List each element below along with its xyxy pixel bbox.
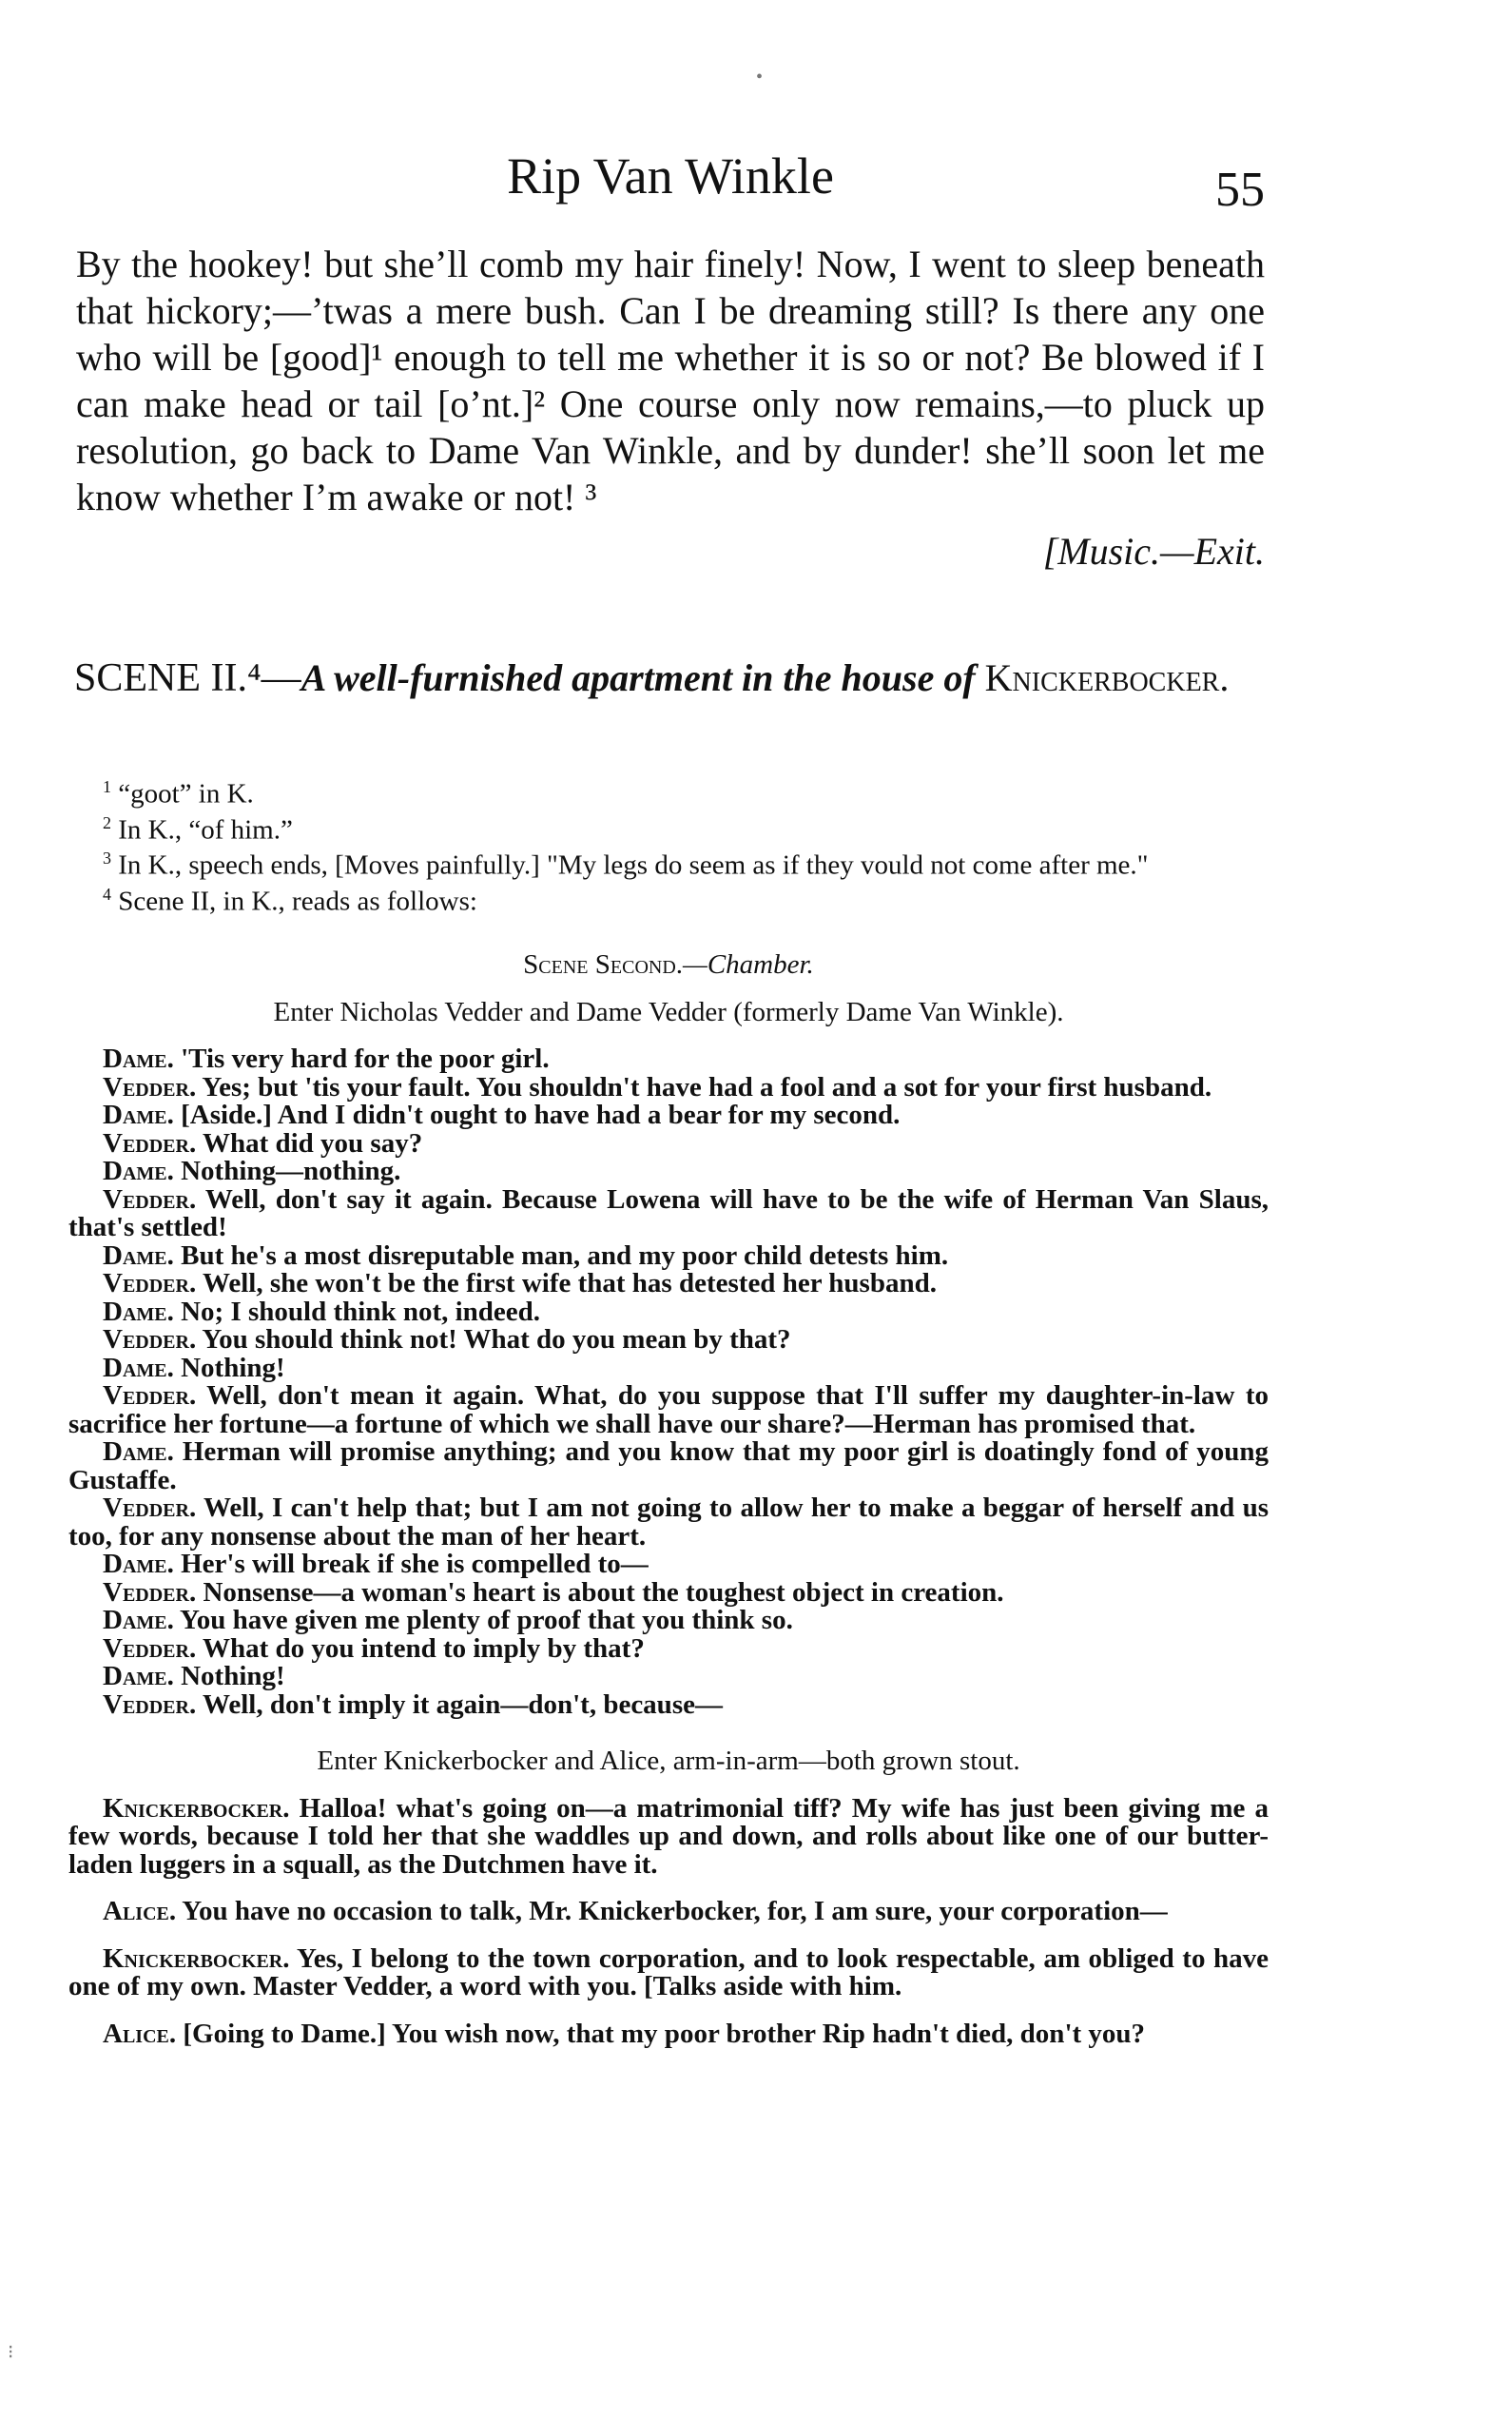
dialogue-line: [68, 1942, 1269, 2001]
speaker-name: Vedder.: [103, 1632, 197, 1664]
dialogue-text: Well, don't mean it again. What, do you suppose that I'll suffer my daughter-in-law to sacrifice her fortune—a fortune of which we shall have our share?—Herman has promised that.: [68, 1380, 1269, 1439]
variant-heading-location: —Chamber.: [683, 949, 814, 980]
speaker-name: Dame.: [103, 1296, 174, 1327]
dialogue-text: Yes; but 'tis your fault. You shouldn't have had a fool and a sot for your first husband.: [202, 1071, 1212, 1103]
page-header: [76, 143, 1265, 219]
stage-direction-exit: [Music.—Exit.: [1042, 530, 1265, 573]
entrance-direction-2: Enter Knickerbocker and Alice, arm-in-arm—both grown stout.: [317, 1746, 1020, 1776]
variant-heading-label: Scene Second.: [523, 949, 684, 980]
scene-heading: [74, 656, 1268, 700]
dialogue-line: [68, 2020, 1269, 2049]
footnote-text: Scene II, in K., reads as follows:: [118, 886, 477, 917]
dialogue-line: [68, 1239, 1269, 1271]
dialogue-text: You have no occasion to talk, Mr. Knickerbocker, for, I am sure, your corporation—: [182, 1896, 1168, 1926]
footnote-mark: 1: [103, 777, 111, 796]
dialogue-line: [68, 1102, 1269, 1130]
speaker-name: Vedder.: [103, 1688, 197, 1720]
dialogue-text: What do you intend to imply by that?: [202, 1632, 645, 1664]
dialogue-text: Well, don't say it again. Because Lowena will have to be the wife of Herman Van Slaus, that's settled!: [68, 1183, 1269, 1242]
footnote-text: In K., “of him.”: [118, 814, 293, 846]
dialogue-text: [Aside.] And I didn't ought to have had a bear for my second.: [181, 1100, 901, 1130]
scan-mark: ⁝: [8, 2342, 14, 2363]
speaker-name: Dame.: [103, 1436, 174, 1467]
footnote-text: In K., speech ends, [Moves painfully.] "My legs do seem as if they vould not come after me.": [118, 849, 1149, 881]
speaker-name: Vedder.: [103, 1493, 197, 1523]
footnote-mark: 2: [103, 812, 111, 832]
dialogue-text: Nothing!: [181, 1352, 285, 1383]
dialogue-text: Her's will break if she is compelled to—: [181, 1549, 649, 1579]
dialogue-line: [68, 1127, 1269, 1159]
speaker-name: Knickerbocker.: [103, 1792, 290, 1824]
dialogue-text: [Going to Dame.] You wish now, that my poor brother Rip hadn't died, don't you?: [183, 2018, 1146, 2049]
speaker-name: Dame.: [103, 1549, 174, 1579]
dialogue-block-2: [68, 1792, 1270, 2049]
footnote: [68, 809, 1269, 845]
footnote: [68, 880, 1269, 916]
footnote: [68, 772, 1269, 809]
dialogue-line: [68, 1382, 1269, 1438]
dialogue-text: Well, don't imply it again—don't, because—: [202, 1688, 723, 1720]
speaker-name: Vedder.: [103, 1127, 197, 1159]
variant-scene: [68, 951, 1269, 2048]
dialogue-line: [68, 1576, 1269, 1608]
speaker-name: Dame.: [103, 1605, 174, 1635]
page-number: 55: [1215, 163, 1265, 217]
dialogue-line: [68, 1045, 1269, 1074]
scene-location-name: Knickerbocker.: [984, 656, 1230, 699]
speaker-name: Dame.: [103, 1239, 174, 1271]
dialogue-block: [68, 1045, 1269, 1719]
dialogue-text: Nonsense—a woman's heart is about the toughest object in creation.: [203, 1576, 1004, 1608]
speech-paragraph: By the hookey! but she’ll comb my hair finely! Now, I went to sleep beneath that hickory;—’twas a mere bush. Can I be dreaming still? Is there any one who will be [good]¹ enough to tell me whether it is so or not? Be blowed if I can make head or tail [o’nt.]² One course only now remains,—to pluck up resolution, go back to Dame Van Winkle, and by dunder! she’ll soon let me know whether I’m awake or not! ³: [76, 243, 1265, 518]
speaker-name: Vedder.: [103, 1183, 197, 1215]
speaker-name: Alice.: [103, 1896, 177, 1926]
dialogue-text: Nothing!: [181, 1661, 285, 1691]
dialogue-text: Well, I can't help that; but I am not going to allow her to make a beggar of herself and us too, for any nonsense about the man of her heart.: [68, 1493, 1270, 1552]
dialogue-text: You should think not! What do you mean by that?: [202, 1324, 791, 1355]
speaker-name: Dame.: [103, 1044, 174, 1074]
speaker-name: Vedder.: [103, 1324, 197, 1355]
dialogue-line: [68, 1792, 1270, 1880]
speaker-name: Dame.: [103, 1100, 174, 1130]
footnotes: [68, 772, 1269, 916]
dialogue-text: Nothing—nothing.: [181, 1156, 401, 1186]
footnote-mark: 4: [103, 884, 111, 904]
scene-label: SCENE II.⁴—: [74, 656, 301, 700]
dialogue-text: Yes, I belong to the town corporation, and to look respectable, am obliged to have one of my own. Master Vedder, a word with you. [Talks aside with him.: [68, 1942, 1269, 2001]
speaker-name: Vedder.: [103, 1380, 197, 1411]
speaker-name: Vedder.: [103, 1071, 197, 1103]
speaker-name: Dame.: [103, 1352, 174, 1383]
speaker-name: Knickerbocker.: [103, 1942, 290, 1974]
dialogue-text: 'Tis very hard for the poor girl.: [181, 1044, 550, 1074]
dialogue-line: [68, 1270, 1269, 1298]
footnote-mark: 3: [103, 849, 111, 868]
footnote: [68, 844, 1269, 880]
dialogue-line: [68, 1438, 1269, 1494]
dialogue-text: What did you say?: [202, 1127, 423, 1159]
dialogue-line: [68, 1632, 1269, 1664]
speaker-name: Dame.: [103, 1156, 174, 1186]
speaker-name: Vedder.: [103, 1268, 197, 1298]
footnote-text: “goot” in K.: [118, 778, 254, 810]
running-title: Rip Van Winkle: [507, 147, 834, 205]
speaker-name: Alice.: [103, 2018, 177, 2049]
dialogue-text: But he's a most disreputable man, and my poor child detests him.: [181, 1239, 949, 1271]
speaker-name: Vedder.: [103, 1576, 197, 1608]
dialogue-text: Well, she won't be the first wife that has detested her husband.: [202, 1268, 937, 1298]
dialogue-line: [68, 1158, 1269, 1186]
dialogue-line: [68, 1663, 1269, 1691]
dialogue-line: [68, 1688, 1269, 1720]
speaker-name: Dame.: [103, 1661, 174, 1691]
scan-mark: •: [756, 67, 764, 88]
dialogue-text: You have given me plenty of proof that you think so.: [180, 1605, 793, 1635]
dialogue-line: [68, 1494, 1269, 1551]
dialogue-line: [68, 1071, 1269, 1103]
dialogue-line: [68, 1607, 1269, 1635]
dialogue-line: [68, 1298, 1269, 1327]
dialogue-line: [68, 1326, 1269, 1355]
main-speech: [76, 241, 1265, 575]
dialogue-text: No; I should think not, indeed.: [181, 1296, 541, 1327]
dialogue-line: [68, 1898, 1269, 1926]
variant-scene-heading: [68, 951, 1269, 980]
dialogue-line: [68, 1352, 1269, 1383]
scene-description: A well-furnished apartment in the house of: [300, 656, 985, 699]
dialogue-text: Herman will promise anything; and you know that my poor girl is doatingly fond of young Gustaffe.: [68, 1436, 1269, 1495]
dialogue-line: [68, 1183, 1269, 1242]
entrance-direction: Enter Nicholas Vedder and Dame Vedder (formerly Dame Van Winkle).: [273, 996, 1064, 1027]
dialogue-text: Halloa! what's going on—a matrimonial tiff? My wife has just been giving me a few words, because I told her that she waddles up and down, and rolls about like one of our butter-laden luggers in a squall, as the Dutchmen have it.: [68, 1792, 1270, 1880]
dialogue-line: [68, 1551, 1269, 1579]
